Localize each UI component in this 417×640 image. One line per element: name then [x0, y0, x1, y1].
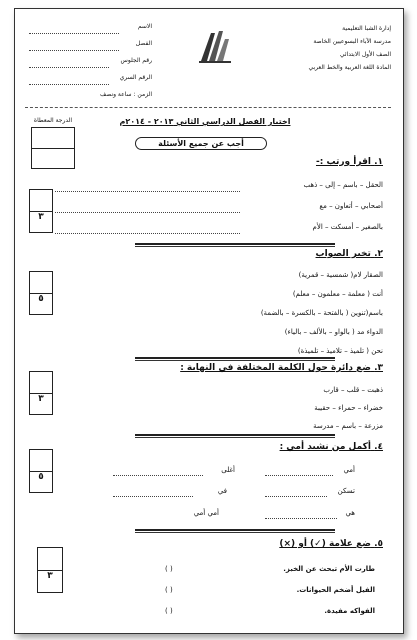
- q1-score-box: [29, 189, 53, 233]
- q4-label: أكمل من نشيد أمي :: [279, 442, 371, 452]
- section-divider: [135, 360, 335, 361]
- q2-item: نحن ( تلميذ – تلاميذ – تلميذة): [297, 347, 383, 355]
- q4-left-word: في: [217, 487, 227, 495]
- school-header: [281, 25, 391, 71]
- time-label: الزمن : ساعة ونصف: [100, 91, 152, 98]
- grade-label: الدرجة المعطاة: [33, 117, 73, 124]
- student-fields: [27, 23, 152, 103]
- q5-score: ٣: [47, 571, 53, 581]
- field-class-label: الفصل: [135, 40, 152, 47]
- q4-left-word: أمي أمي: [193, 509, 219, 517]
- q3-item: مزرعة – باسم – مدرسة: [313, 422, 383, 430]
- q5-item: طارت الأم تبحث عن الخبز.: [283, 565, 375, 573]
- q3-item: خضراء – حمراء – حقيبة: [314, 404, 383, 412]
- section-divider: [135, 357, 335, 359]
- q2-item: الصقار لام( شمسية – قمرية): [298, 271, 383, 279]
- q5-answer-paren[interactable]: ( ): [165, 565, 173, 573]
- q2-item: باسم(تنوين ( بالفتحة – بالكسرة – بالضمة): [260, 309, 383, 317]
- header-divider: [25, 107, 391, 108]
- q5-answer-paren[interactable]: ( ): [165, 586, 173, 594]
- q4-right-word: تسكن: [337, 487, 355, 495]
- q4-blank: [113, 475, 203, 476]
- q2-score: ٥: [38, 294, 44, 304]
- q4-score-box: [29, 449, 53, 493]
- q4-title: [223, 442, 383, 452]
- exam-title: اختبار الفصل الدراسي الثاني ٢٠١٣ - ٢٠١٤م: [119, 117, 291, 126]
- q1-answer-line: [55, 191, 240, 192]
- q1-item: الحقل – باسم – إلى – ذهب: [303, 181, 383, 189]
- q2-label: تخير الصواب: [315, 249, 371, 259]
- q4-blank: [265, 496, 327, 497]
- q4-score: ٥: [38, 472, 44, 482]
- q4-right-word: هي: [345, 509, 355, 517]
- q1-score: ٣: [38, 212, 44, 222]
- q3-label: ضع دائرة حول الكلمة المختلفة في النهاية :: [180, 363, 371, 373]
- q1-number: ١.: [374, 157, 383, 167]
- q4-blank: [265, 518, 337, 519]
- q1-item: بالصغير – أمسكت – الأم: [312, 223, 383, 231]
- field-seat-label: رقم الجلوس: [120, 57, 152, 64]
- q5-title: [243, 539, 383, 549]
- q5-label: ضع علامة (✓) أو (×): [279, 539, 371, 549]
- q4-blank: [265, 475, 333, 476]
- q5-number: ٥.: [374, 539, 383, 549]
- q4-blank: [113, 496, 193, 497]
- q4-right-word: أمي: [343, 466, 355, 474]
- q2-score-box: [29, 271, 53, 315]
- school-line: الصف الأول الابتدائي: [339, 51, 391, 58]
- q5-item: الفواكه مفيدة.: [324, 607, 375, 615]
- school-line: إدارة الشبا التعليمية: [342, 25, 391, 32]
- q2-number: ٢.: [374, 249, 383, 259]
- q3-title: [173, 363, 383, 373]
- name-line: [29, 33, 119, 34]
- class-line: [29, 50, 119, 51]
- q1-item: أصحابي – أتعاون – مع: [319, 202, 383, 210]
- school-line: المادة اللغة العربية والخط العربي: [308, 64, 391, 71]
- q3-score: ٣: [38, 394, 44, 404]
- field-secret-label: الرقم السري: [119, 74, 152, 81]
- q5-item: الفيل أضخم الحيوانات.: [296, 586, 375, 594]
- section-divider: [135, 243, 335, 245]
- q1-answer-line: [55, 212, 240, 213]
- q5-score-box: [37, 547, 63, 593]
- section-divider: [135, 246, 335, 247]
- q3-score-box: [29, 371, 53, 415]
- school-logo-icon: [195, 27, 235, 65]
- exam-subtitle: أجب عن جميع الأسئلة: [135, 137, 267, 150]
- q4-left-word: أغلى: [221, 466, 235, 474]
- q5-answer-paren[interactable]: ( ): [165, 607, 173, 615]
- q3-number: ٣.: [374, 363, 383, 373]
- section-divider: [135, 529, 335, 531]
- field-name-label: الاسم: [137, 23, 152, 30]
- q2-item: أنت ( معلمة – معلمون – معلم): [292, 290, 383, 298]
- school-line: مدرسة الآباء البسوعيين الخاصة: [313, 38, 391, 45]
- q1-title: [263, 157, 383, 167]
- section-divider: [135, 434, 335, 436]
- exam-sheet: [14, 8, 404, 634]
- q1-answer-line: [55, 233, 240, 234]
- q3-item: ذهبت – قلب – قارب: [323, 386, 383, 394]
- section-divider: [135, 532, 335, 533]
- q4-number: ٤.: [374, 442, 383, 452]
- grade-box: [31, 127, 75, 169]
- secret-line: [29, 84, 109, 85]
- seat-line: [29, 67, 109, 68]
- q1-label: اقرأ ورتب :-: [315, 157, 371, 167]
- q2-title: [263, 249, 383, 259]
- q2-item: الدواء مد ( بالواو – بالألف – بالياء): [284, 328, 383, 336]
- section-divider: [135, 437, 335, 438]
